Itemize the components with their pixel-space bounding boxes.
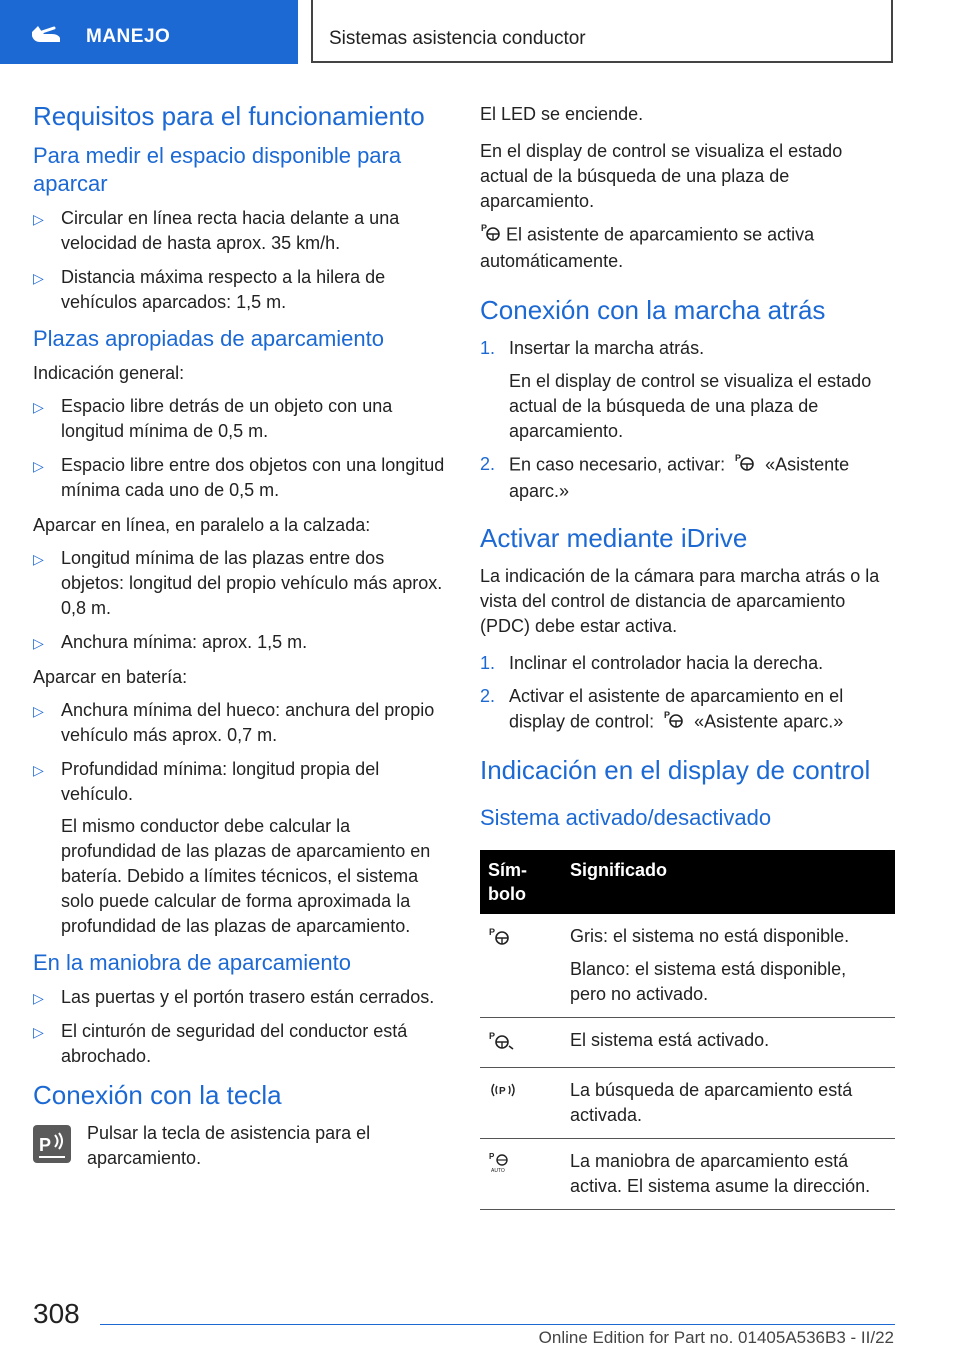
parking-assist-icon xyxy=(734,452,756,479)
linea-label: Aparcar en línea, en paralelo a la calzada: xyxy=(33,515,371,535)
svg-text:P: P xyxy=(735,453,742,463)
linea-list xyxy=(33,546,447,655)
bullet-arrow-icon: ▷ xyxy=(33,399,44,415)
heading-medir: Para medir el espacio disponible para aparcar xyxy=(33,143,402,196)
svg-text:P: P xyxy=(481,223,488,233)
bullet-arrow-icon: ▷ xyxy=(33,551,44,567)
edition-text: Online Edition for Part no. 01405A536B3 - II/22 xyxy=(538,1328,894,1347)
heading-idrive: Activar mediante iDrive xyxy=(480,523,748,553)
table-row: P AUTO La maniobra de aparcamiento está activa. El sistema asume la dirección. xyxy=(480,1139,895,1210)
list-item: ▷ El cinturón de seguridad del conductor está abrochado. xyxy=(33,1021,408,1066)
table-row: P La búsqueda de aparcamiento está activada. xyxy=(480,1068,895,1139)
list-item: 2. En caso necesario, activar: P «Asistente aparc.» xyxy=(480,453,850,501)
bullet-arrow-icon: ▷ xyxy=(33,458,44,474)
table-row: P Gris: el sistema no está disponible. Blanco: el sistema está disponible, pero no activado. xyxy=(480,914,895,1018)
led-text: El LED se enciende. xyxy=(480,104,644,124)
parking-button-icon xyxy=(33,1125,71,1163)
list-item: ▷ Anchura mínima: aprox. 1,5 m. xyxy=(33,630,447,655)
list-item: ▷ Circular en línea recta hacia delante a una velocidad de hasta aprox. 35 km/h. xyxy=(33,208,400,253)
chapter-header xyxy=(311,0,893,63)
bateria-list xyxy=(33,698,447,939)
parking-assist-icon xyxy=(480,222,502,249)
medir-list xyxy=(33,206,447,315)
left-column xyxy=(33,96,447,1173)
maniobra-list xyxy=(33,985,447,1069)
list-item: ▷ Espacio libre entre dos objetos con una longitud mínima cada uno de 0,5 m. xyxy=(33,455,445,500)
parking-search-icon xyxy=(488,1084,518,1104)
svg-text:P: P xyxy=(664,710,671,720)
footer-divider xyxy=(100,1324,895,1325)
bullet-arrow-icon: ▷ xyxy=(33,270,44,286)
idrive-steps xyxy=(480,651,895,736)
bullet-arrow-icon: ▷ xyxy=(33,990,44,1006)
bullet-arrow-icon: ▷ xyxy=(33,211,44,227)
tecla-block xyxy=(33,1121,447,1173)
general-label: Indicación general: xyxy=(33,363,185,383)
parking-auto-icon xyxy=(488,1152,512,1177)
heading-maniobra: En la maniobra de aparcamiento xyxy=(33,950,351,975)
table-header-row xyxy=(480,850,895,914)
heading-plazas: Plazas apropiadas de aparcamiento xyxy=(33,326,385,351)
parking-assist-icon xyxy=(663,709,685,736)
list-item: ▷ Las puertas y el portón trasero están cerrados. xyxy=(33,985,447,1010)
bullet-arrow-icon: ▷ xyxy=(33,635,44,651)
svg-text:P: P xyxy=(499,1086,506,1097)
table-row: P El sistema está activado. xyxy=(480,1018,895,1068)
heading-sistema: Sistema activado/desactivado xyxy=(480,805,772,830)
tecla-text: Pulsar la tecla de asistencia para el aparcamiento. xyxy=(87,1123,371,1168)
bateria-label: Aparcar en batería: xyxy=(33,667,188,687)
symbol-table xyxy=(480,850,895,1210)
svg-text:P: P xyxy=(39,1135,52,1155)
bullet-arrow-icon: ▷ xyxy=(33,703,44,719)
list-item: ▷ Anchura mínima del hueco: anchura del propio vehículo más aprox. 0,7 m. xyxy=(33,700,435,745)
hand-steering-icon xyxy=(30,22,64,49)
chapter-title: Sistemas asistencia conductor xyxy=(329,28,586,49)
svg-text:P: P xyxy=(489,927,496,937)
parking-assist-active-icon xyxy=(488,1031,514,1054)
heading-marcha: Conexión con la marcha atrás xyxy=(480,295,826,325)
svg-text:AUTO: AUTO xyxy=(491,1168,505,1173)
heading-requisitos: Requisitos para el funcionamiento xyxy=(33,101,425,131)
list-item: ▷ Profundidad mínima: longitud propia del vehículo. El mismo conductor debe calcular la profundidad de las plazas de aparcamiento en batería. Debido a límites técnicos, el sistema solo puede calcular de forma aproximada la profundidad de las plazas de aparcamiento. xyxy=(33,757,447,939)
heading-tecla: Conexión con la tecla xyxy=(33,1080,282,1110)
heading-indicacion: Indicación en el display de control xyxy=(480,755,871,785)
bateria-note: El mismo conductor debe calcular la profundidad de las plazas de aparcamiento en batería. Debido a límites técnicos, el sistema solo puede calcular de forma aproximada la profundidad de las plazas de aparcamiento. xyxy=(61,816,431,936)
auto-text: P El asistente de aparcamiento se activa automáticamente. xyxy=(480,223,815,271)
column-header-symbol: Sím- bolo xyxy=(480,850,562,914)
bullet-arrow-icon: ▷ xyxy=(33,1024,44,1040)
list-item: 1. Inclinar el controlador hacia la derecha. xyxy=(480,653,824,673)
section-tab xyxy=(0,0,298,64)
display-text: En el display de control se visualiza el estado actual de la búsqueda de una plaza de aparcamiento. xyxy=(480,141,843,211)
list-item: ▷ Espacio libre detrás de un objeto con una longitud mínima de 0,5 m. xyxy=(33,396,393,441)
idrive-text: La indicación de la cámara para marcha atrás o la vista del control de distancia de aparcamiento (PDC) debe estar activa. xyxy=(480,566,880,636)
list-item: ▷ Longitud mínima de las plazas entre dos objetos: longitud del propio vehículo más aprox. 0,8 m. xyxy=(33,548,443,618)
section-title: MANEJO xyxy=(86,26,171,47)
column-header-meaning: Significado xyxy=(562,850,895,914)
parking-assist-icon xyxy=(488,927,512,950)
marcha-steps xyxy=(480,336,895,504)
list-item: ▷ Distancia máxima respecto a la hilera de vehículos aparcados: 1,5 m. xyxy=(33,267,386,312)
svg-text:P: P xyxy=(489,1031,496,1041)
page-number: 308 xyxy=(33,1298,80,1329)
right-column xyxy=(480,96,895,1210)
general-list xyxy=(33,394,447,503)
list-item: 1. Insertar la marcha atrás. En el display de control se visualiza el estado actual de la búsqueda de una plaza de aparcamiento. xyxy=(480,338,872,441)
bullet-arrow-icon: ▷ xyxy=(33,762,44,778)
list-item: 2. Activar el asistente de aparcamiento en el display de control: P «Asistente aparc.» xyxy=(480,684,895,736)
svg-text:P: P xyxy=(489,1152,495,1161)
